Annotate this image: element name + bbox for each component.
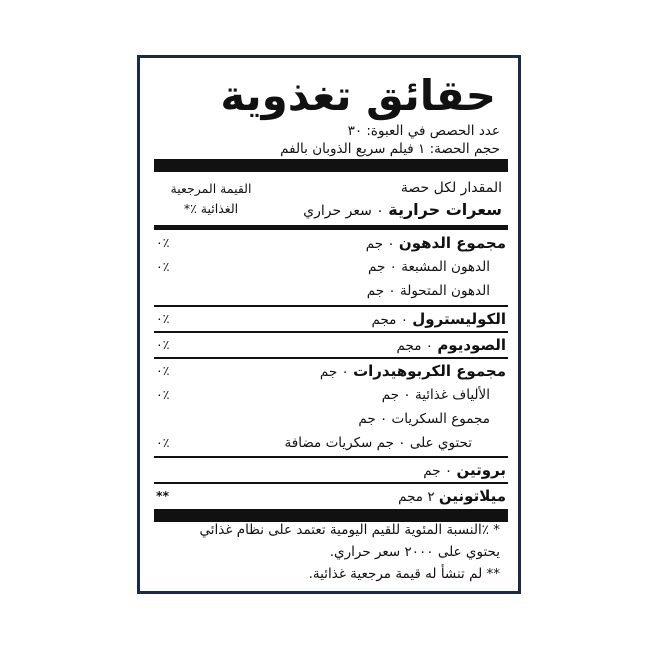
sodium-label: الصوديوم	[437, 336, 506, 354]
fiber-label: الألياف غذائية	[414, 387, 490, 403]
total-carbs-label: مجموع الكربوهيدرات	[353, 362, 506, 380]
melatonin-value: ٢ مجم	[398, 489, 435, 505]
cholesterol-value: ٠ مجم	[371, 312, 408, 328]
saturated-fat-dv: ٠٪	[156, 259, 170, 274]
divider	[154, 482, 508, 484]
daily-value-header-line1: القيمة المرجعية	[170, 181, 252, 196]
sodium-value: ٠ مجم	[396, 338, 434, 354]
calories-value: ٠ سعر حراري	[303, 203, 384, 219]
added-sugars-dv: ٠٪	[156, 435, 170, 450]
footnote-2: ** لم تنشأ له قيمة مرجعية غذائية.	[308, 566, 500, 582]
divider	[154, 305, 508, 307]
total-sugars-row	[154, 408, 508, 430]
divider	[154, 331, 508, 333]
calories-label: سعرات حرارية	[388, 200, 502, 219]
added-sugars-row	[154, 432, 508, 454]
total-carbs-value: ٠ جم	[319, 364, 349, 380]
protein-value: ٠ جم	[423, 463, 453, 479]
total-fat-dv: ٠٪	[156, 235, 170, 250]
cholesterol-row	[154, 308, 508, 330]
sodium-dv: ٠٪	[156, 337, 170, 352]
daily-value-header-line2: الغذائية ٪*	[183, 201, 239, 216]
serving-size: حجم الحصة: ١ فيلم سريع الذوبان بالفم	[280, 141, 500, 157]
melatonin-dv: **	[156, 488, 170, 503]
divider	[154, 456, 508, 458]
cholesterol-label: الكوليسترول	[412, 310, 506, 328]
total-carbs-dv: ٠٪	[156, 363, 170, 378]
protein-row	[154, 459, 508, 481]
trans-fat-label: الدهون المتحولة	[399, 283, 490, 299]
medium-divider	[154, 225, 508, 230]
footnote-1-line1: * ٪النسبة المئوية للقيم اليومية تعتمد على نظام غذائي	[199, 522, 500, 538]
cholesterol-dv: ٠٪	[156, 311, 170, 326]
servings-per-container: عدد الحصص في العبوة: ٣٠	[347, 123, 500, 139]
calories-row	[303, 199, 502, 222]
melatonin-label: ميلاتونين	[438, 487, 506, 505]
added-sugars-label: تحتوي على ٠ جم سكريات مضافة	[284, 435, 472, 451]
protein-label: بروتين	[456, 461, 506, 479]
nutrition-facts-label	[137, 55, 521, 594]
amount-per-serving: المقدار لكل حصة	[400, 180, 502, 196]
daily-value-header	[156, 179, 266, 219]
fiber-value: ٠ جم	[381, 387, 411, 403]
label-title: حقائق تغذوية	[220, 71, 496, 120]
fiber-dv: ٠٪	[156, 387, 170, 402]
footnote-1-line2: يحتوي على ٢٠٠٠ سعر حراري.	[329, 544, 500, 560]
total-fat-value: ٠ جم	[365, 236, 395, 252]
divider	[154, 357, 508, 359]
melatonin-row	[154, 485, 508, 507]
total-fat-label: مجموع الدهون	[398, 234, 506, 252]
total-sugars-label: مجموع السكريات	[391, 411, 490, 427]
thick-divider	[154, 159, 508, 172]
trans-fat-row	[154, 280, 508, 302]
total-sugars-value: ٠ جم	[358, 411, 388, 427]
saturated-fat-label: الدهون المشبعة	[401, 259, 490, 275]
sodium-row	[154, 334, 508, 356]
trans-fat-value: ٠ جم	[366, 283, 396, 299]
saturated-fat-row	[154, 256, 508, 278]
total-fat-row	[154, 232, 508, 254]
saturated-fat-value: ٠ جم	[368, 259, 397, 275]
fiber-row	[154, 384, 508, 406]
total-carbs-row	[154, 360, 508, 382]
